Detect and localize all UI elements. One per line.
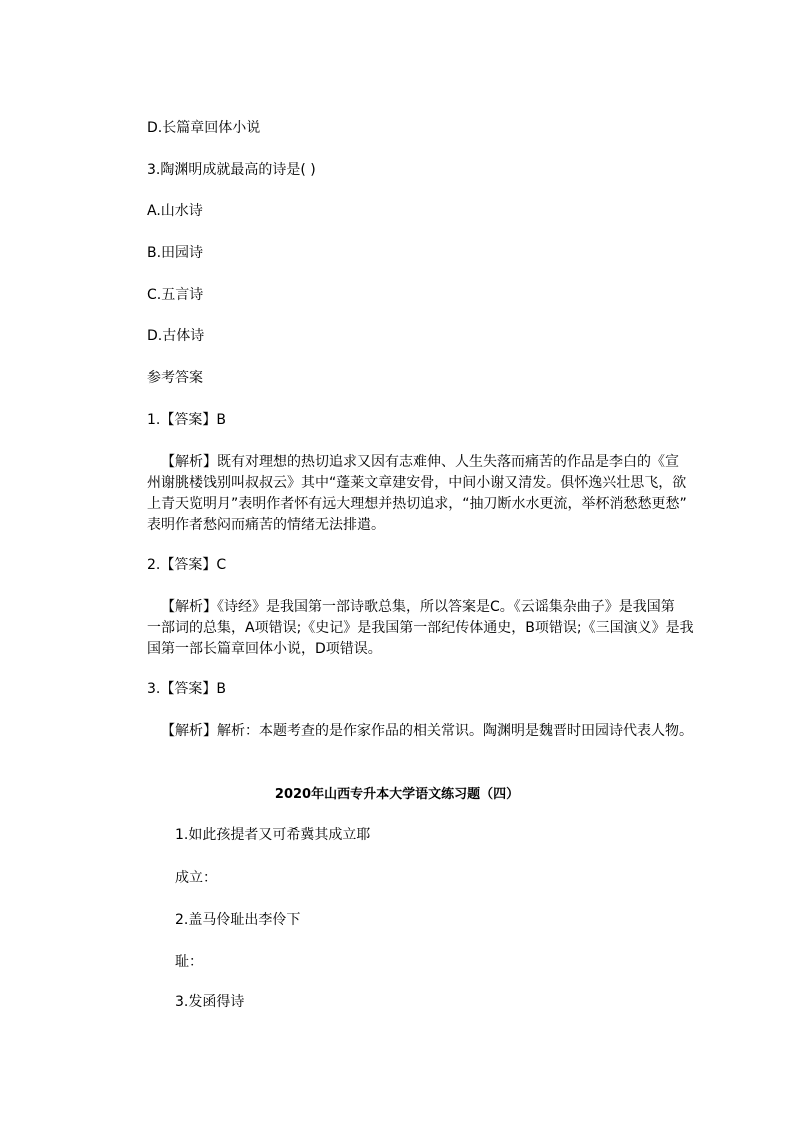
analysis-3-line: 【解析】解析：本题考查的是作家作品的相关常识。陶渊明是魏晋时田园诗代表人物。 [161, 723, 693, 739]
exercise-3-question: 3.发函得诗 [175, 994, 245, 1010]
exercise-1-prompt: 成立： [175, 870, 217, 886]
analysis-2-line: 【解析】《诗经》是我国第一部诗歌总集，所以答案是C。《云谣集杂曲子》是我国第 [161, 599, 675, 615]
analysis-2-line: 国第一部长篇章回体小说，D项错误。 [147, 641, 382, 657]
reference-answer-heading: 参考答案 [147, 370, 203, 386]
analysis-1-line: 上青天览明月”表明作者怀有远大理想并热切追求，“抽刀断水水更流，举杯消愁愁更愁” [147, 496, 687, 512]
q3-option-a: A.山水诗 [147, 203, 203, 219]
analysis-2-line: 一部词的总集，A项错误;《史记》是我国第一部纪传体通史，B项错误;《三国演义》是我 [147, 620, 694, 636]
q3-option-d: D.古体诗 [147, 328, 205, 344]
q3-option-c: C.五言诗 [147, 287, 204, 303]
answer-3: 3.【答案】B [147, 681, 226, 697]
analysis-2 [147, 597, 694, 660]
analysis-1 [147, 452, 687, 536]
analysis-1-line: 表明作者愁闷而痛苦的情绪无法排遣。 [147, 517, 385, 533]
answer-1: 1.【答案】B [147, 412, 226, 428]
exercise-1-question: 1.如此孩提者又可希冀其成立耶 [175, 827, 371, 843]
q3-option-b: B.田园诗 [147, 245, 204, 261]
answer-2: 2.【答案】C [147, 557, 227, 573]
analysis-1-line: 州谢朓楼饯别叫叔叔云》其中“蓬莱文章建安骨，中间小谢又清发。俱怀逸兴壮思飞，欲 [147, 475, 687, 491]
exercise-2-question: 2.盖马伶耻出李伶下 [175, 912, 301, 928]
analysis-1-line: 【解析】既有对理想的热切追求又因有志难伸、人生失落而痛苦的作品是李白的《宣 [161, 454, 679, 470]
section-title: 2020年山西专升本大学语文练习题（四） [274, 787, 520, 802]
q2-option-d: D.长篇章回体小说 [147, 120, 261, 136]
analysis-3 [147, 721, 693, 742]
exercise-2-prompt: 耻： [175, 954, 203, 970]
q3-question: 3.陶渊明成就最高的诗是( ) [147, 162, 316, 178]
